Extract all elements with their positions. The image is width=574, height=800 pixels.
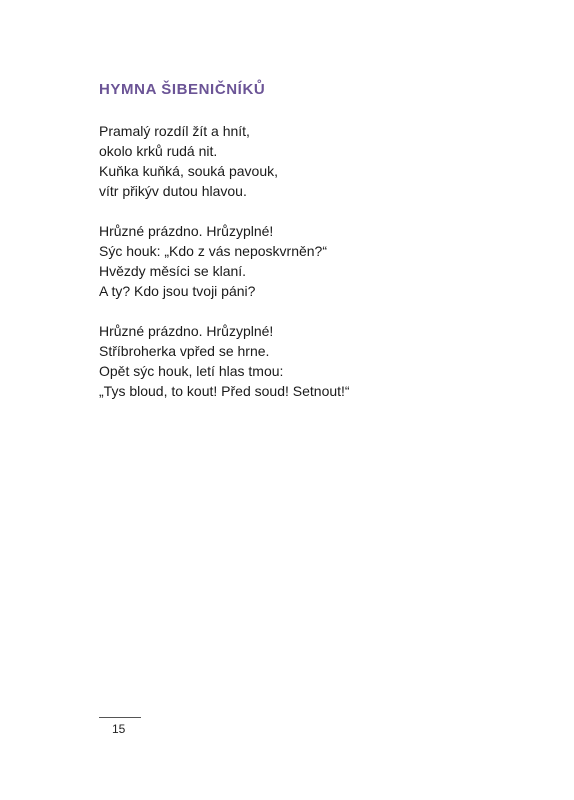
page-number: 15: [112, 722, 126, 736]
verse-line: „Tys bloud, to kout! Před soud! Setnout!“: [99, 383, 350, 399]
poem-body: [99, 121, 350, 421]
verse-line: okolo krků rudá nit.: [99, 143, 218, 159]
verse-line: A ty? Kdo jsou tvoji páni?: [99, 283, 256, 299]
verse-line: Stříbroherka vpřed se hrne.: [99, 343, 270, 359]
stanza-3: [99, 321, 350, 401]
verse-line: Opět sýc houk, letí hlas tmou:: [99, 363, 284, 379]
stanza-2: [99, 221, 350, 301]
stanza-1: [99, 121, 350, 201]
verse-line: Hrůzné prázdno. Hrůzyplné!: [99, 223, 274, 239]
poem-title: HYMNA ŠIBENIČNÍKŮ: [99, 81, 266, 98]
verse-line: Hrůzné prázdno. Hrůzyplné!: [99, 323, 274, 339]
verse-line: Kuňka kuňká, souká pavouk,: [99, 163, 279, 179]
footer-divider: [99, 717, 141, 718]
verse-line: Sýc houk: „Kdo z vás neposkvrněn?“: [99, 243, 328, 259]
verse-line: Hvězdy měsíci se klaní.: [99, 263, 247, 279]
verse-line: Pramalý rozdíl žít a hnít,: [99, 123, 250, 139]
verse-line: vítr přikýv dutou hlavou.: [99, 183, 247, 199]
